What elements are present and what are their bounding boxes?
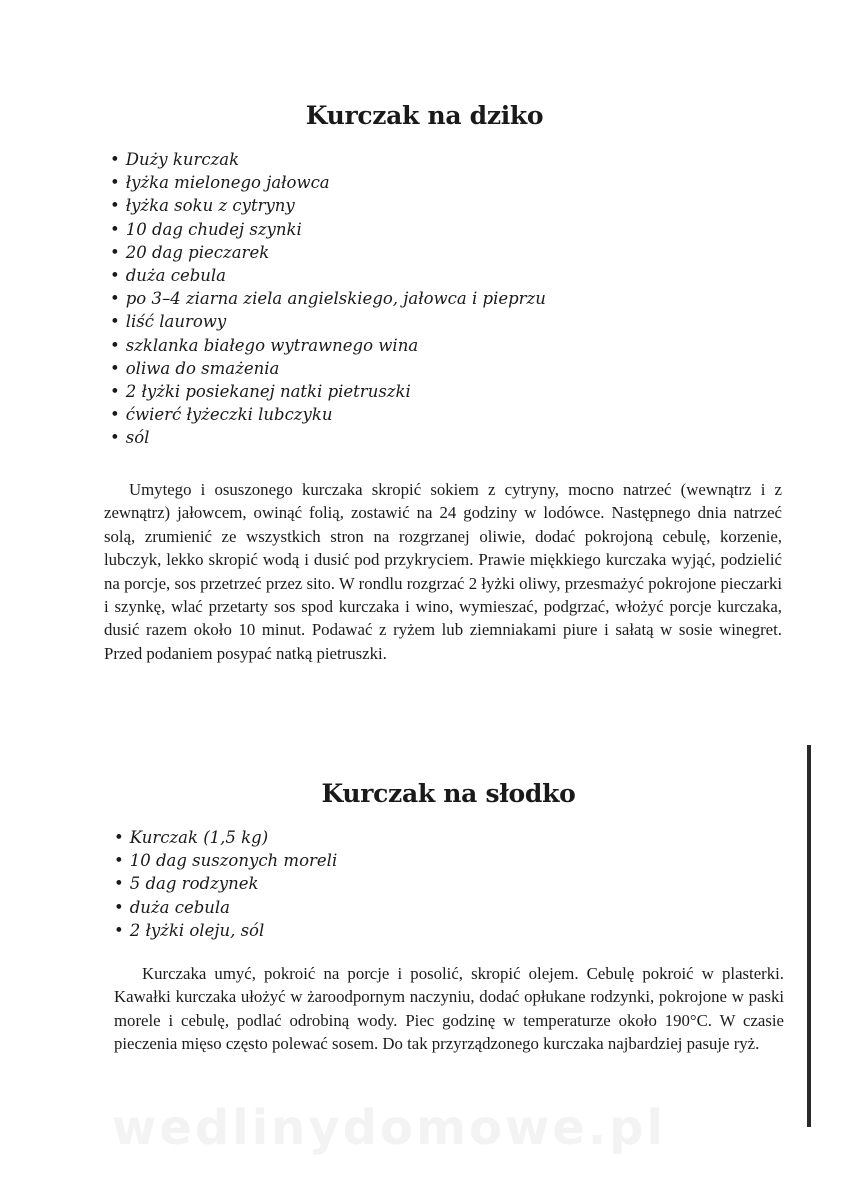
recipe-instructions: Kurczaka umyć, pokroić na porcje i posolić, skropić olejem. Cebulę pokroić w plasterki. Kawałki kurczaka ułożyć w żaroodpornym naczyniu, dodać opłukane rodzynki, pokrojone w paski morele i cebulę, podlać odrobiną wody. Piec godzinę w temperaturze około 190°C. W czasie pieczenia mięso często polewać sosem. Do tak przyrządzonego kurczaka najbardziej pasuje ryż.	[114, 964, 784, 1054]
ingredient-item: • łyżka soku z cytryny	[110, 194, 546, 217]
ingredient-item: • łyżka mielonego jałowca	[110, 171, 546, 194]
ingredient-item: • oliwa do smażenia	[110, 357, 546, 380]
recipe-instructions: Umytego i osuszonego kurczaka skropić sokiem z cytryny, mocno natrzeć (wewnątrz i z zewnątrz) jałowcem, owinąć folią, zostawić na 24 godziny w lodówce. Następnego dnia natrzeć solą, zrumienić ze wszystkich stron na rozgrzanej oliwie, dodać pokrojoną cebulę, korzenie, lubczyk, lekko skropić wodą i dusić pod przykryciem. Prawie miękkiego kurczaka wyjąć, podzielić na porcje, sos przetrzeć przez sito. W rondlu rozgrzać 2 łyżki oliwy, przesmażyć pokrojone pieczarki i szynkę, wlać przetarty sos spod kurczaka i wino, wymieszać, podgrzać, włożyć porcje kurczaka, dusić razem około 10 minut. Podawać z ryżem lub ziemniakami piure i sałatą w sosie winegret. Przed podaniem posypać natką pietruszki.	[104, 480, 782, 663]
ingredient-item: • ćwierć łyżeczki lubczyku	[110, 403, 546, 426]
ingredient-list	[114, 826, 337, 942]
ingredient-item: • liść laurowy	[110, 310, 546, 333]
scan-edge-shadow	[807, 745, 811, 1127]
ingredient-item: • 20 dag pieczarek	[110, 241, 546, 264]
ingredient-item: • 5 dag rodzynek	[114, 872, 337, 895]
ingredient-item: • sól	[110, 426, 546, 449]
ingredient-item: • 2 łyżki oleju, sól	[114, 919, 337, 942]
ingredient-item: • 10 dag chudej szynki	[110, 218, 546, 241]
ingredient-item: • Kurczak (1,5 kg)	[114, 826, 337, 849]
ingredient-item: • duża cebula	[110, 264, 546, 287]
ingredient-item: • Duży kurczak	[110, 148, 546, 171]
ingredient-list	[110, 148, 546, 450]
watermark: wedlinydomowe.pl	[112, 1100, 666, 1156]
recipe-title: Kurczak na dziko	[305, 101, 544, 130]
recipe-title: Kurczak na słodko	[321, 779, 576, 808]
ingredient-item: • 10 dag suszonych moreli	[114, 849, 337, 872]
ingredient-item: • po 3–4 ziarna ziela angielskiego, jałowca i pieprzu	[110, 287, 546, 310]
ingredient-item: • szklanka białego wytrawnego wina	[110, 334, 546, 357]
ingredient-item: • 2 łyżki posiekanej natki pietruszki	[110, 380, 546, 403]
ingredient-item: • duża cebula	[114, 896, 337, 919]
